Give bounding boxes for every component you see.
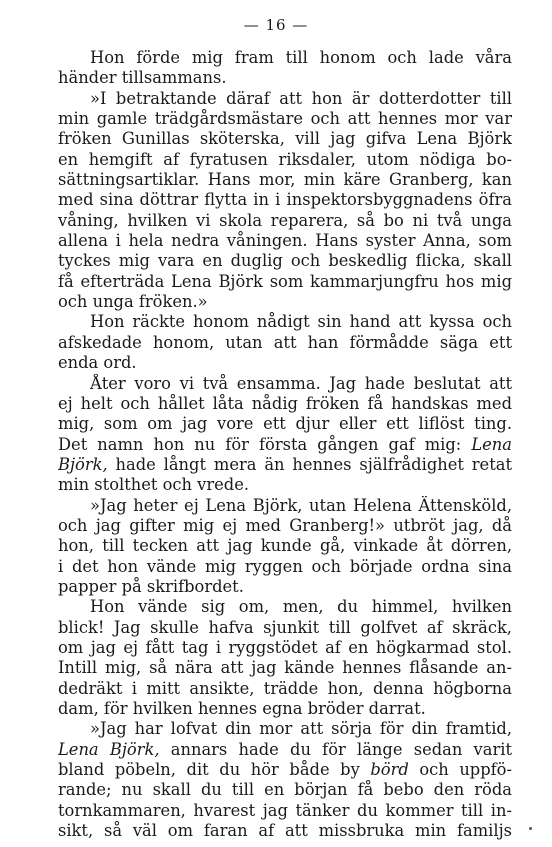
- text-line: [58, 597, 512, 617]
- text-line: [58, 618, 512, 638]
- line-text: »Jag har lofvat din mor att sörja för din framtid,: [90, 719, 512, 739]
- text-line: [58, 821, 512, 841]
- line-text: våning, hvilken vi skola reparera, så bo ni två unga: [58, 210, 512, 230]
- line-text: med sina döttrar flytta in i inspektorsbyggnadens öfra: [58, 190, 512, 210]
- text-line: [58, 719, 512, 739]
- line-text: enda ord.: [58, 353, 137, 373]
- body-text: [58, 48, 512, 841]
- line-text: sikt, så väl om faran af att missbruka min familjs: [58, 821, 512, 841]
- text-line: [58, 150, 512, 170]
- text-line: [58, 414, 512, 434]
- line-text: Intill mig, så nära att jag kände hennes flåsande an-: [58, 658, 512, 678]
- line-text: händer tillsammans.: [58, 68, 227, 88]
- line-text: i det hon vände mig ryggen och började ordna sina: [58, 556, 512, 576]
- line-text: Hon vände sig om, men, du himmel, hvilken: [90, 597, 512, 617]
- text-line: [58, 557, 512, 577]
- text-line: [58, 394, 512, 414]
- text-line: [58, 68, 512, 88]
- line-text: och unga fröken.»: [58, 292, 208, 312]
- line-text: blick! Jag skulle hafva sjunkit till golfvet af skräck,: [58, 617, 512, 637]
- text-line: [58, 435, 512, 455]
- line-text: papper på skrifbordet.: [58, 576, 244, 596]
- line-text: och uppfö-: [408, 760, 512, 780]
- line-text: hade långt mera än hennes själfrådighet retat: [107, 454, 512, 474]
- text-line: [58, 312, 512, 332]
- line-text: Det namn hon nu för första gången gaf mig:: [58, 434, 472, 454]
- line-text: få efterträda Lena Björk som kammarjungfru hos mig: [58, 271, 512, 291]
- text-line: [58, 536, 512, 556]
- line-text: dam, för hvilken hennes egna bröder darrat.: [58, 699, 426, 718]
- line-text: hon, till tecken att jag kunde gå, vinkade åt dörren,: [58, 536, 512, 556]
- line-text: allena i hela nedra våningen. Hans syster Anna, som: [58, 231, 512, 251]
- line-text: Åter voro vi två ensamma. Jag hade beslutat att: [90, 373, 512, 393]
- line-text: rande; nu skall du till en början få bebo den röda: [58, 780, 512, 800]
- page-number: — 16 —: [243, 16, 309, 34]
- line-text: »I betraktande däraf att hon är dotterdotter till: [90, 88, 512, 108]
- line-text: afskedade honom, utan att han förmådde säga ett: [58, 332, 512, 352]
- text-line: [58, 231, 512, 251]
- line-text: mig, som om jag vore ett djur eller ett liflöst ting.: [58, 414, 512, 434]
- line-text: Hon räckte honom nådigt sin hand att kyssa och: [90, 312, 512, 332]
- text-line: [58, 496, 512, 516]
- text-line: [58, 170, 512, 190]
- line-text: fröken Gunillas sköterska, vill jag gifva Lena Björk: [58, 129, 512, 149]
- line-text: tyckes mig vara en duglig och beskedlig flicka, skall: [58, 251, 512, 271]
- text-line: [58, 211, 512, 231]
- line-text: annars hade du för länge sedan varit: [159, 739, 512, 759]
- italic-name: börd: [370, 760, 409, 780]
- line-text: bland pöbeln, dit du hör både by: [58, 760, 371, 780]
- line-text: en hemgift af fyratusen riksdaler, utom nödiga bo-: [58, 149, 512, 169]
- text-line: [58, 740, 512, 760]
- text-line: [58, 475, 512, 495]
- line-text: sättningsartiklar. Hans mor, min käre Granberg, kan: [58, 170, 512, 190]
- paper-speck: [529, 827, 532, 830]
- text-line: [58, 190, 512, 210]
- text-line: [58, 577, 512, 597]
- text-line: [58, 801, 512, 821]
- line-text: om jag ej fått tag i ryggstödet af en högkarmad stol.: [58, 637, 512, 657]
- text-line: [58, 780, 512, 800]
- line-text: dedräkt i mitt ansikte, trädde hon, denna högborna: [58, 678, 512, 698]
- italic-name: Lena: [471, 434, 512, 454]
- text-line: [58, 251, 512, 271]
- text-line: [58, 353, 512, 373]
- italic-name: Björk,: [58, 454, 108, 474]
- line-text: min gamle trädgårdsmästare och att hennes mor var: [58, 109, 512, 129]
- line-text: min stolthet och vrede.: [58, 475, 250, 495]
- text-line: [58, 333, 512, 353]
- text-line: [58, 760, 512, 780]
- text-line: [58, 699, 512, 719]
- text-line: [58, 658, 512, 678]
- text-line: [58, 292, 512, 312]
- text-line: [58, 516, 512, 536]
- text-line: [58, 48, 512, 68]
- line-text: »Jag heter ej Lena Björk, utan Helena Ättensköld,: [90, 495, 512, 515]
- text-line: [58, 374, 512, 394]
- text-line: [58, 679, 512, 699]
- line-text: och jag gifter mig ej med Granberg!» utbröt jag, då: [58, 515, 512, 535]
- text-line: [58, 89, 512, 109]
- text-line: [58, 129, 512, 149]
- line-text: ej helt och hållet låta nådig fröken få handskas med: [58, 393, 512, 413]
- text-line: [58, 455, 512, 475]
- line-text: tornkammaren, hvarest jag tänker du kommer till in-: [58, 800, 512, 820]
- line-text: Hon förde mig fram till honom och lade våra: [90, 48, 512, 67]
- text-line: [58, 109, 512, 129]
- text-line: [58, 638, 512, 658]
- italic-name: Lena Björk,: [58, 739, 160, 759]
- text-line: [58, 272, 512, 292]
